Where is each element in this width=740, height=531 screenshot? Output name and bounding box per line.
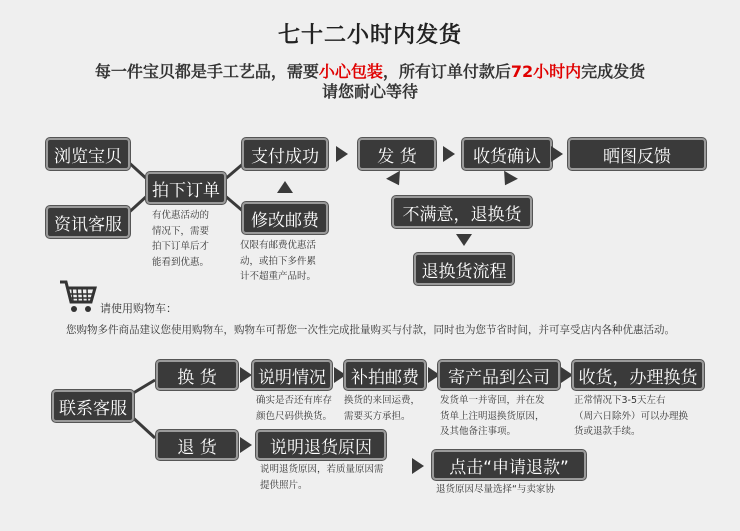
return-flow-box: 退换货流程 xyxy=(414,253,514,285)
arrow-right-icon xyxy=(240,437,252,453)
postage-note: 仅限有邮费优惠活 动，或拍下多件累 计不超重产品时。 xyxy=(240,240,317,282)
arrow-right-icon xyxy=(336,146,348,162)
subtitle-part1: 每一件宝贝都是手工艺品，需要 xyxy=(94,62,319,81)
modify-postage-box: 修改邮费 xyxy=(242,202,328,234)
explain-situation-box: 说明情况 xyxy=(252,360,332,390)
exchange-box: 换 货 xyxy=(156,360,238,390)
supplement-postage-box: 补拍邮费 xyxy=(344,360,426,390)
arrow-right-icon xyxy=(412,458,424,474)
subtitle xyxy=(0,62,740,102)
explain-note: 确实是否还有库存 颜色尺码供换货。 xyxy=(256,395,333,422)
subtitle-line2: 请您耐心等待 xyxy=(321,82,418,101)
supplement-note: 换货的来回运费， 需要买方承担。 xyxy=(344,395,421,422)
subtitle-highlight-72h: 72小时内 xyxy=(510,62,582,81)
browse-items-box: 浏览宝贝 xyxy=(46,138,130,170)
receive-process-box: 收货，办理换货 xyxy=(572,360,704,390)
receipt-confirm-box: 收货确认 xyxy=(462,138,552,170)
order-note: 有优惠活动的 情况下，需要 拍下订单后才 能看到优惠。 xyxy=(152,210,210,268)
apply-refund-note: 退货原因尽量选择“与卖家协 xyxy=(436,484,555,495)
payment-success-box: 支付成功 xyxy=(242,138,328,170)
unsatisfied-return-box: 不满意，退换货 xyxy=(392,196,532,228)
refund-box: 退 货 xyxy=(156,430,238,460)
subtitle-part3: 完成发货 xyxy=(581,62,646,81)
arrow-up-icon xyxy=(277,181,293,193)
arrow-down-icon xyxy=(456,234,472,246)
connector-order-postage xyxy=(224,195,244,212)
subtitle-part2: ，所有订单付款后 xyxy=(382,62,511,81)
arrow-right-icon xyxy=(240,367,252,383)
consult-service-box: 资讯客服 xyxy=(46,206,130,238)
place-order-box: 拍下订单 xyxy=(146,172,226,204)
send-back-note: 发货单一并寄回，并在发 货单上注明退换货原因， 及其他备注事项。 xyxy=(440,395,545,437)
contact-service-box: 联系客服 xyxy=(52,390,134,422)
cart-label: 请使用购物车： xyxy=(100,302,177,315)
page-title: 七十二小时内发货 xyxy=(277,23,462,48)
receive-note: 正常情况下3-5天左右 （周六日除外）可以办理换 货或退款手续。 xyxy=(574,395,689,437)
refund-reason-note: 说明退货原因，若质量原因需 提供照片。 xyxy=(260,464,384,491)
ship-box: 发 货 xyxy=(358,138,436,170)
arrow-right-icon xyxy=(443,146,455,162)
subtitle-highlight-careful-packing: 小心包装 xyxy=(318,62,383,81)
arrow-right-icon xyxy=(551,146,563,162)
refund-reason-box: 说明退货原因 xyxy=(256,430,386,460)
cart-description: 您购物多件商品建议您使用购物车，购物车可帮您一次性完成批量购买与付款，同时也为您节省时间，并可享受店内各种优惠活动。 xyxy=(66,324,675,336)
send-to-company-box: 寄产品到公司 xyxy=(438,360,560,390)
shopping-cart-icon xyxy=(58,278,98,314)
connector-order-pay xyxy=(224,163,244,180)
photo-feedback-box: 晒图反馈 xyxy=(568,138,706,170)
apply-refund-box: 点击“申请退款” xyxy=(432,450,586,480)
